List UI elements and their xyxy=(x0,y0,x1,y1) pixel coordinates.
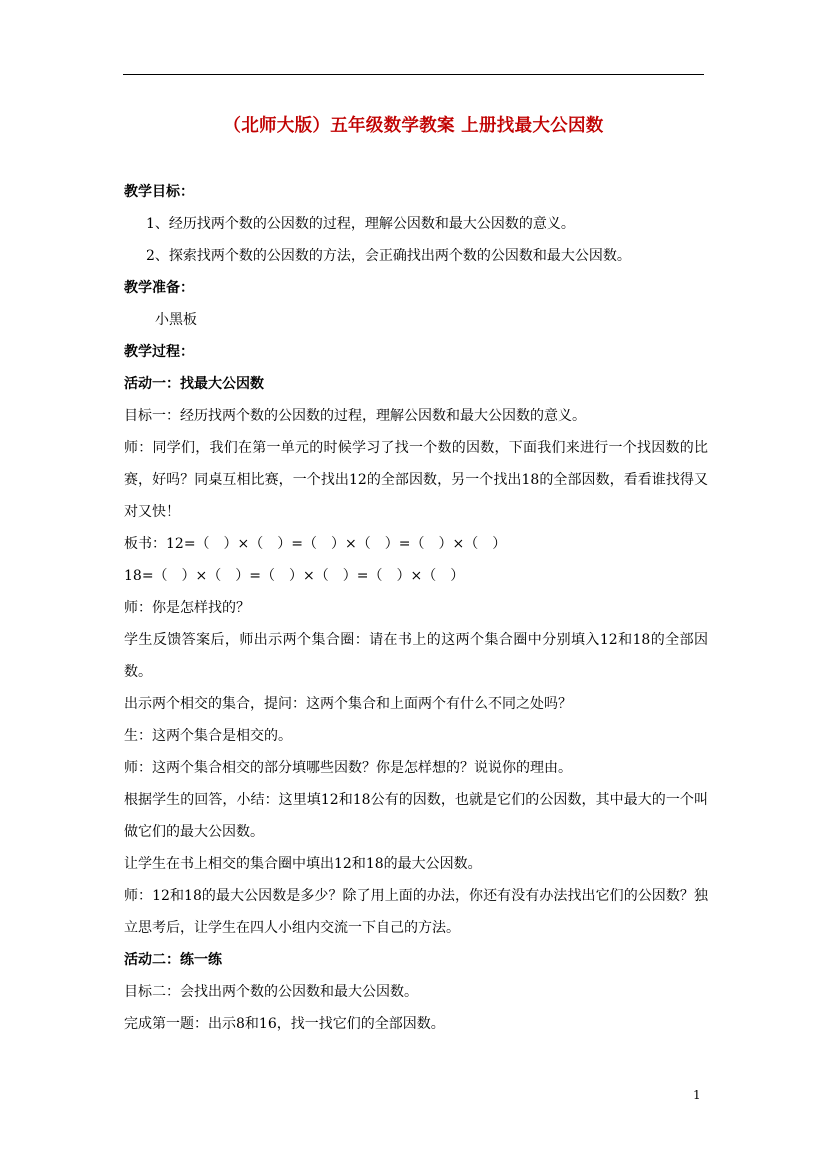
heading-activity-2: 活动二：练一练 xyxy=(124,952,222,968)
heading-teaching-goals: 教学目标： xyxy=(124,184,194,200)
teacher-question-overlap: 师：这两个集合相交的部分填哪些因数？你是怎样想的？说说你的理由。 xyxy=(124,760,572,776)
heading-activity-1: 活动一：找最大公因数 xyxy=(124,376,264,392)
page-title: （北师大版）五年级数学教案 上册找最大公因数 xyxy=(223,116,604,136)
teacher-intro: 师：同学们，我们在第一单元的时候学习了找一个数的因数，下面我们来进行一个找因数的比赛，好吗？同桌互相比赛，一个找出12的全部因数，另一个找出18的全部因数，看看谁找得又对又快！ xyxy=(124,440,708,520)
heading-teaching-process: 教学过程： xyxy=(124,344,194,360)
prep-item: 小黑板 xyxy=(155,312,197,328)
student-answer: 生：这两个集合是相交的。 xyxy=(124,728,292,744)
exercise-1: 完成第一题：出示8和16，找一找它们的全部因数。 xyxy=(124,1016,445,1032)
goal-2: 2、探索找两个数的公因数的方法，会正确找出两个数的公因数和最大公因数。 xyxy=(146,248,631,264)
student-feedback: 学生反馈答案后，师出示两个集合圈：请在书上的这两个集合圈中分别填入12和18的全部因数。 xyxy=(124,632,708,680)
page-number: 1 xyxy=(693,1088,701,1102)
document-body xyxy=(124,176,708,1040)
heading-teaching-prep: 教学准备： xyxy=(124,280,194,296)
goal-1: 1、经历找两个数的公因数的过程，理解公因数和最大公因数的意义。 xyxy=(146,216,575,232)
activity-2-goal: 目标二：会找出两个数的公因数和最大公因数。 xyxy=(124,984,418,1000)
intersect-sets: 出示两个相交的集合，提问：这两个集合和上面两个有什么不同之处吗？ xyxy=(124,696,572,712)
header-rule xyxy=(123,74,704,75)
teacher-question-gcd: 师：12和18的最大公因数是多少？除了用上面的办法，你还有没有办法找出它们的公因数？独立思考后，让学生在四人小组内交流一下自己的方法。 xyxy=(124,888,708,936)
teacher-question-how: 师：你是怎样找的？ xyxy=(124,600,250,616)
activity-1-goal: 目标一：经历找两个数的公因数的过程，理解公因数和最大公因数的意义。 xyxy=(124,408,586,424)
board-line-12: 板书：12=（ ）×（ ）=（ ）×（ ）=（ ）×（ ） xyxy=(124,536,507,552)
fill-gcd: 让学生在书上相交的集合圈中填出12和18的最大公因数。 xyxy=(124,856,482,872)
summary: 根据学生的回答，小结：这里填12和18公有的因数，也就是它们的公因数，其中最大的一个叫做它们的最大公因数。 xyxy=(124,792,708,840)
board-line-18: 18=（ ）×（ ）=（ ）×（ ）=（ ）×（ ） xyxy=(124,568,465,584)
